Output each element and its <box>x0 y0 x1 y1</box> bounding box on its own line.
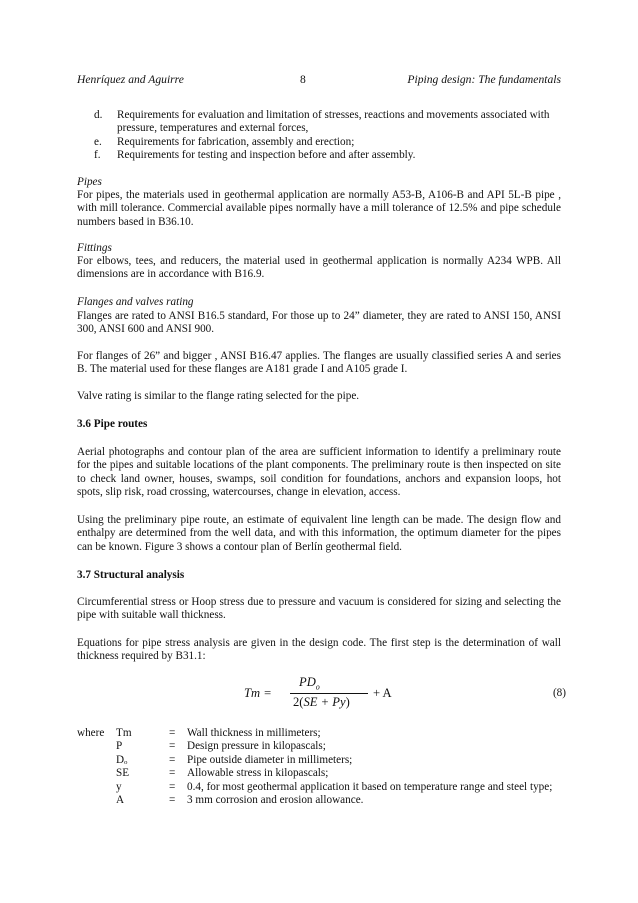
pipe-routes-paragraph-1: Aerial photographs and contour plan of the area are sufficient information to identify a preliminary route for the pipes and suitable locations of the plant components. The preliminary route is then inspected on site to check land owner, houses, swamps, soil condition for foundations, anchors and expansion loops, hot spots, slip risk, road crossing, watercourses, change in elevation, access. <box>77 446 561 499</box>
equation-8 <box>236 676 566 718</box>
denominator-suffix: ) <box>345 695 350 709</box>
list-item-text: Requirements for evaluation and limitation of stresses, reactions and movements associated with pressure, temperatures and external forces, <box>117 109 550 135</box>
valve-rating-paragraph: Valve rating is similar to the flange rating selected for the pipe. <box>77 390 360 402</box>
definition-text: 0.4, for most geothermal application it based on temperature range and steel type; <box>187 780 553 793</box>
list-item-key: f. <box>94 149 101 162</box>
equals-sign: = <box>169 780 176 793</box>
pipe-routes-heading: 3.6 Pipe routes <box>77 418 148 430</box>
fittings-heading: Fittings <box>77 242 112 254</box>
list-item-key: d. <box>94 109 103 121</box>
definition-row <box>77 740 567 753</box>
pipes-heading: Pipes <box>77 176 102 188</box>
definition-text: Allowable stress in kilopascals; <box>187 767 329 780</box>
definition-text: Pipe outside diameter in millimeters; <box>187 753 353 766</box>
definition-text: Design pressure in kilopascals; <box>187 740 326 753</box>
definition-row <box>77 727 567 740</box>
equation-denominator <box>293 696 350 709</box>
where-definitions <box>77 727 567 807</box>
definition-text: Wall thickness in millimeters; <box>187 727 321 739</box>
page-header <box>77 73 561 89</box>
list-item-text: Requirements for fabrication, assembly and erection; <box>117 135 355 148</box>
definition-symbol: Tm <box>116 727 132 739</box>
equation-lhs: Tm = <box>244 686 272 700</box>
requirements-list <box>94 109 561 163</box>
fraction-bar <box>290 693 368 694</box>
equation-number: (8) <box>552 687 566 699</box>
flanges-heading: Flanges and valves rating <box>77 296 194 308</box>
numerator-subscript: o <box>315 682 320 692</box>
pipe-routes-paragraph-2: Using the preliminary pipe route, an estimate of equivalent line length can be made. The design flow and enthalpy are determined from the well data, and with this information, the optimum diameter for the pipes can be known. Figure 3 shows a contour plan of Berlín geothermal field. <box>77 514 561 553</box>
header-page-number: 8 <box>300 73 306 86</box>
definition-symbol: P <box>116 740 123 753</box>
definition-symbol: A <box>116 793 125 806</box>
numerator-text: PD <box>299 675 316 689</box>
definition-text: 3 mm corrosion and erosion allowance. <box>187 793 364 806</box>
list-item <box>94 149 561 162</box>
definition-symbol: y <box>116 780 122 793</box>
equals-sign: = <box>169 740 176 753</box>
equals-sign: = <box>169 727 176 739</box>
pipes-paragraph: For pipes, the materials used in geothermal application are normally A53-B, A106-B and API 5L-B pipe , with mill tolerance. Commercial available pipes normally have a mill tolerance of 12.5% and pipe schedule numbers based in B36.10. <box>77 189 561 228</box>
equals-sign: = <box>169 767 176 780</box>
definition-row <box>77 754 567 767</box>
header-authors: Henríquez and Aguirre <box>77 73 184 86</box>
definition-symbol: Dₒ <box>116 753 128 766</box>
definition-row <box>77 794 567 807</box>
list-item-text: Requirements for testing and inspection before and after assembly. <box>117 149 416 162</box>
definition-row <box>77 781 567 794</box>
definition-row <box>77 767 567 780</box>
header-title: Piping design: The fundamentals <box>407 73 561 86</box>
equals-sign: = <box>169 793 176 806</box>
list-item <box>94 109 561 136</box>
list-item-key: e. <box>94 135 102 148</box>
structural-paragraph-2: Equations for pipe stress analysis are given in the design code. The first step is the determination of wall thickness required by B31.1: <box>77 637 561 663</box>
equation-rhs: + A <box>373 686 392 700</box>
equals-sign: = <box>169 753 176 766</box>
flanges-paragraph-2: For flanges of 26” and bigger , ANSI B16.47 applies. The flanges are usually classified series A and series B. The material used for these flanges are A181 grade I and A105 grade I. <box>77 350 561 376</box>
equation-numerator <box>299 676 320 694</box>
where-label: where <box>77 727 105 739</box>
structural-paragraph-1: Circumferential stress or Hoop stress due to pressure and vacuum is considered for sizing and selecting the pipe with suitable wall thickness. <box>77 596 561 622</box>
denominator-body: SE + Py <box>303 695 346 709</box>
list-item <box>94 136 561 149</box>
fittings-paragraph: For elbows, tees, and reducers, the material used in geothermal application is normally A234 WPB. All dimensions are in accordance with B16.9. <box>77 255 561 281</box>
flanges-paragraph-1: Flanges are rated to ANSI B16.5 standard, For those up to 24” diameter, they are rated to ANSI 150, ANSI 300, ANSI 600 and ANSI 900. <box>77 310 561 336</box>
denominator-prefix: 2( <box>293 695 304 709</box>
definition-symbol: SE <box>116 767 130 780</box>
structural-analysis-heading: 3.7 Structural analysis <box>77 569 185 581</box>
